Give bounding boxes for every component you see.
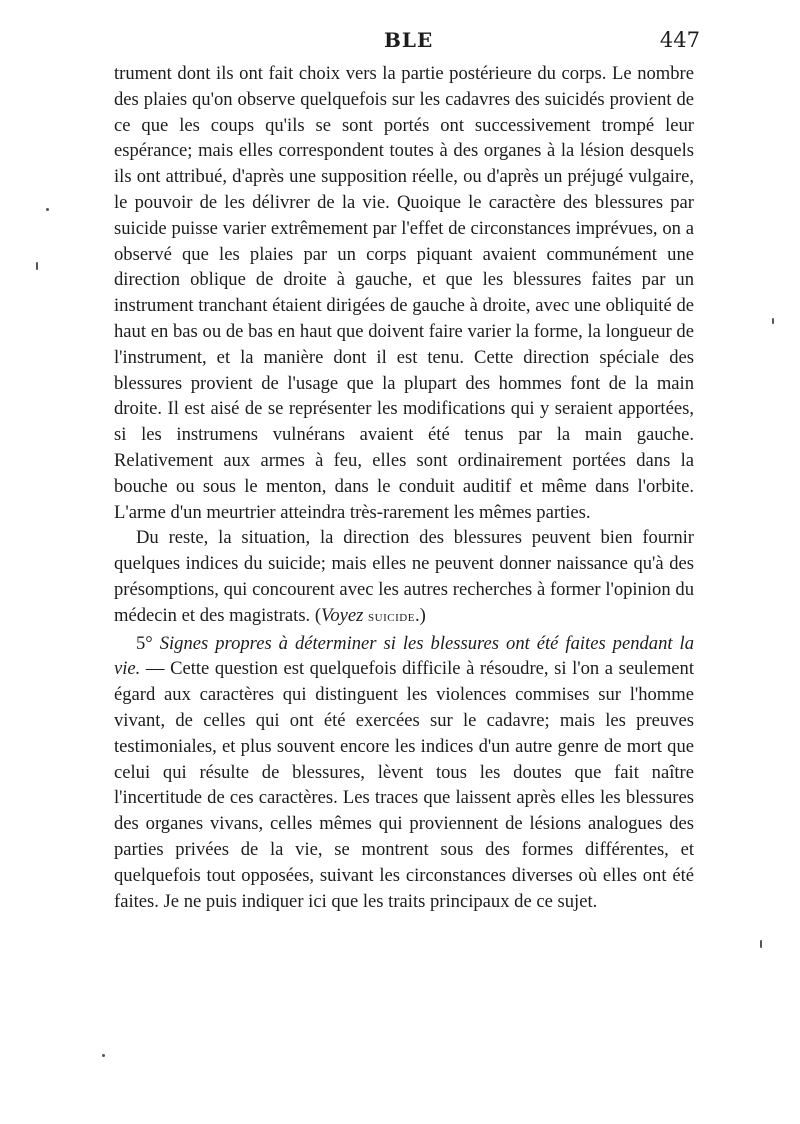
section-heading: Signes propres à déterminer si les blessures ont été faites pendant la vie.: [114, 632, 694, 680]
page-header: [114, 28, 700, 58]
print-speck: [36, 262, 38, 270]
paragraph-1: trument dont ils ont fait choix vers la partie postérieure du corps. Le nombre des plaies qu'on observe quelquefois sur les cadavres des suicidés provient de ce que les coups qu'ils se sont portés ont successivement trompé leur espérance; mais elles correspondent toutes à des organes à la lésion desquels ils ont attribué, d'après une supposition réelle, ou d'après un préjugé vulgaire, le pouvoir de les délivrer de la vie. Quoique le caractère des blessures par suicide puisse varier extrêmement par l'effet de circonstances imprévues, on a observé que les plaies par un corps piquant avaient communément une direction oblique de droite à gauche, et que les blessures faites par un instrument tranchant étaient dirigées de gauche à droite, avec une obliquité de haut en bas ou de bas en haut que doivent faire varier la forme, la longueur de l'instrument, et la manière dont il est tenu. Cette direction spéciale des blessures provient de l'usage que la plupart des hommes font de la main droite. Il est aisé de se représenter les modifications qui y seraient apportées, si les instrumens vulnérans avaient été tenus par la main gauche. Relativement aux armes à feu, elles sont ordinairement portées dans la bouche ou sous le menton, dans le conduit auditif et même dans l'orbite. L'arme d'un meurtrier atteindra très-rarement les mêmes parties.: [114, 63, 694, 523]
body-text: [114, 61, 694, 914]
paragraph-3-text: — Cette question est quelquefois difficile à résoudre, si l'on a seulement égard aux caractères qui distinguent les violences commises sur l'homme vivant, de celles qui ont été exercées sur le cadavre; mais les preuves testimoniales, et plus souvent encore les indices d'un autre genre de mort que celui qui résulte de blessures, lèvent tous les doutes que fait naître l'incertitude de ces caractères. Les traces que laissent après elles les blessures des organes vivans, celles mêmes qui proviennent de lésions analogues des parties privées de la vie, se montrent sous des formes différentes, et quelquefois tout opposées, suivant les circonstances diverses où elles ont été faites. Je ne puis indiquer ici que les traits principaux de ce sujet.: [114, 658, 694, 912]
print-speck: [102, 1054, 105, 1057]
print-speck: [760, 940, 762, 948]
running-head: BLE: [384, 28, 434, 52]
paragraph-3: [114, 631, 694, 915]
paragraph-2-end: .): [414, 604, 426, 626]
paragraph-2-text: Du reste, la situation, la direction des blessures peuvent bien fournir quelques indices du suicide; mais elles ne peuvent donner naissance qu'à des présomptions, qui concourent avec les autres recherches à former l'opinion du médecin et des magistrats. (: [114, 527, 694, 626]
section-number: 5°: [136, 632, 160, 654]
cross-reference: suicide: [368, 608, 415, 625]
paragraph-2: [114, 525, 694, 630]
page-number: 447: [659, 28, 700, 52]
print-speck: [46, 208, 49, 211]
print-speck: [772, 318, 774, 324]
voyez-label: Voyez: [321, 604, 364, 626]
